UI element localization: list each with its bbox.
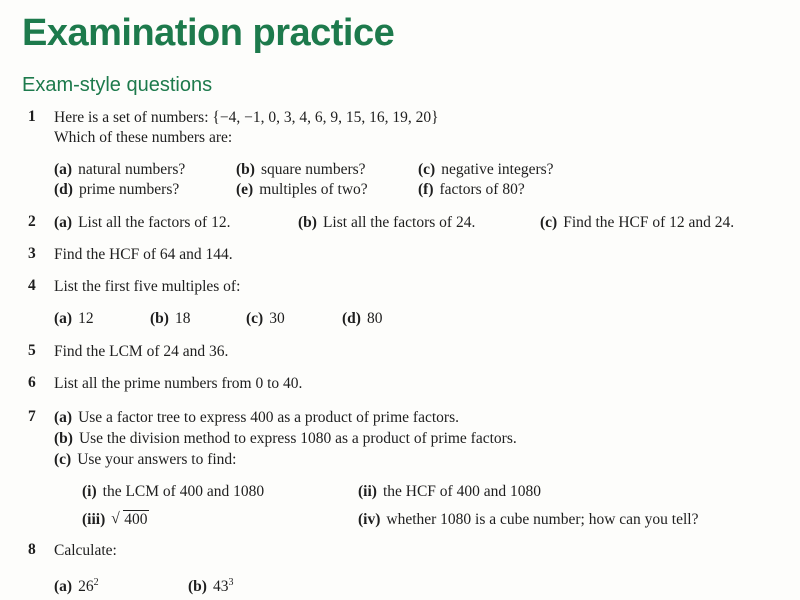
question-number-7: 7: [28, 408, 36, 425]
part-text: Use your answers to find:: [77, 451, 237, 468]
part-text: 30: [269, 310, 285, 327]
power-exponent: 3: [228, 577, 234, 588]
question-number-5: 5: [28, 342, 36, 359]
part-label: (iv): [358, 511, 381, 528]
power-exponent: 2: [93, 577, 99, 588]
q3-text: Find the HCF of 64 and 144.: [54, 246, 233, 263]
part-text: List all the factors of 24.: [322, 214, 476, 231]
part-text: List all the factors of 12.: [78, 214, 231, 231]
part-text: Find the HCF of 12 and 24.: [563, 214, 735, 231]
part-label: (e): [236, 181, 254, 198]
q7-part-a: [54, 408, 459, 428]
part-text: Use a factor tree to express 400 as a product of prime factors.: [78, 409, 459, 426]
q1-part-f: [418, 180, 525, 200]
q1-part-d: [54, 180, 179, 200]
part-label: (c): [418, 161, 436, 178]
page-title: Examination practice: [22, 12, 395, 54]
q2-part-b: [298, 213, 475, 233]
question-number-3: 3: [28, 245, 36, 262]
q1-part-e: [236, 180, 368, 200]
part-label: (b): [150, 310, 169, 327]
q5-text: Find the LCM of 24 and 36.: [54, 343, 229, 360]
question-number-2: 2: [28, 213, 36, 230]
q8-text: Calculate:: [54, 542, 117, 559]
q4-part-a: [54, 309, 94, 329]
question-number-1: 1: [28, 108, 36, 125]
part-label: (c): [54, 451, 72, 468]
q7-part-c: [54, 450, 236, 470]
part-label: (b): [236, 161, 255, 178]
section-subtitle: Exam-style questions: [22, 74, 213, 96]
q1-stem-line2: Which of these numbers are:: [54, 129, 233, 146]
part-label: (f): [418, 181, 434, 198]
radicand: 400: [124, 511, 148, 528]
power-base: 43: [212, 578, 229, 596]
part-text: 12: [78, 310, 94, 327]
q2-part-a: [54, 213, 230, 233]
q2-part-c: [540, 213, 734, 233]
part-label: (a): [54, 310, 73, 327]
part-text: whether 1080 is a cube number; how can you tell?: [386, 511, 699, 528]
part-label: (b): [298, 214, 317, 231]
q7-part-b: [54, 429, 517, 449]
q4-part-c: [246, 309, 285, 329]
part-text: 18: [174, 310, 191, 327]
part-label: (c): [246, 310, 264, 327]
part-label: (d): [342, 310, 361, 327]
square-root-expression: [111, 510, 148, 530]
q4-part-d: [342, 309, 382, 329]
q1-part-c: [418, 160, 554, 180]
part-label: (i): [82, 483, 97, 500]
part-label: (b): [54, 430, 73, 447]
part-label: (a): [54, 161, 73, 178]
q6-text: List all the prime numbers from 0 to 40.: [54, 375, 303, 392]
part-label: (ii): [358, 483, 377, 500]
part-label: (a): [54, 578, 73, 596]
q1-stem-line1: Here is a set of numbers: {−4, −1, 0, 3, 4, 6, 9, 15, 16, 19, 20}: [54, 109, 439, 126]
part-label: (c): [540, 214, 558, 231]
question-number-8: 8: [28, 541, 36, 558]
q8-part-b: [188, 573, 233, 597]
q4-text: List the first five multiples of:: [54, 278, 241, 295]
q7-subpart-i: [82, 482, 264, 502]
power-base: 26: [78, 578, 94, 596]
part-text: Use the division method to express 1080 as a product of prime factors.: [78, 430, 517, 447]
part-label: (a): [54, 409, 73, 426]
part-text: the LCM of 400 and 1080: [102, 483, 265, 500]
part-text: square numbers?: [260, 161, 366, 178]
radical-sign: √: [111, 510, 120, 527]
part-text: negative integers?: [441, 161, 554, 178]
part-label: (iii): [82, 511, 106, 528]
part-text: prime numbers?: [78, 181, 180, 198]
part-text: multiples of two?: [259, 181, 368, 198]
part-text: natural numbers?: [78, 161, 186, 178]
q1-part-a: [54, 160, 185, 180]
q8-part-a: [54, 573, 99, 597]
q7-subpart-iii: [82, 510, 149, 530]
part-text: 80: [366, 310, 383, 327]
part-label: (d): [54, 181, 73, 198]
q7-subpart-iv: [358, 510, 698, 530]
part-text: factors of 80?: [439, 181, 525, 198]
question-number-6: 6: [28, 374, 36, 391]
q4-part-b: [150, 309, 190, 329]
q7-subpart-ii: [358, 482, 541, 502]
part-text: the HCF of 400 and 1080: [382, 483, 541, 500]
part-label: (a): [54, 214, 73, 231]
part-label: (b): [188, 578, 207, 596]
q1-part-b: [236, 160, 366, 180]
question-number-4: 4: [28, 277, 36, 294]
